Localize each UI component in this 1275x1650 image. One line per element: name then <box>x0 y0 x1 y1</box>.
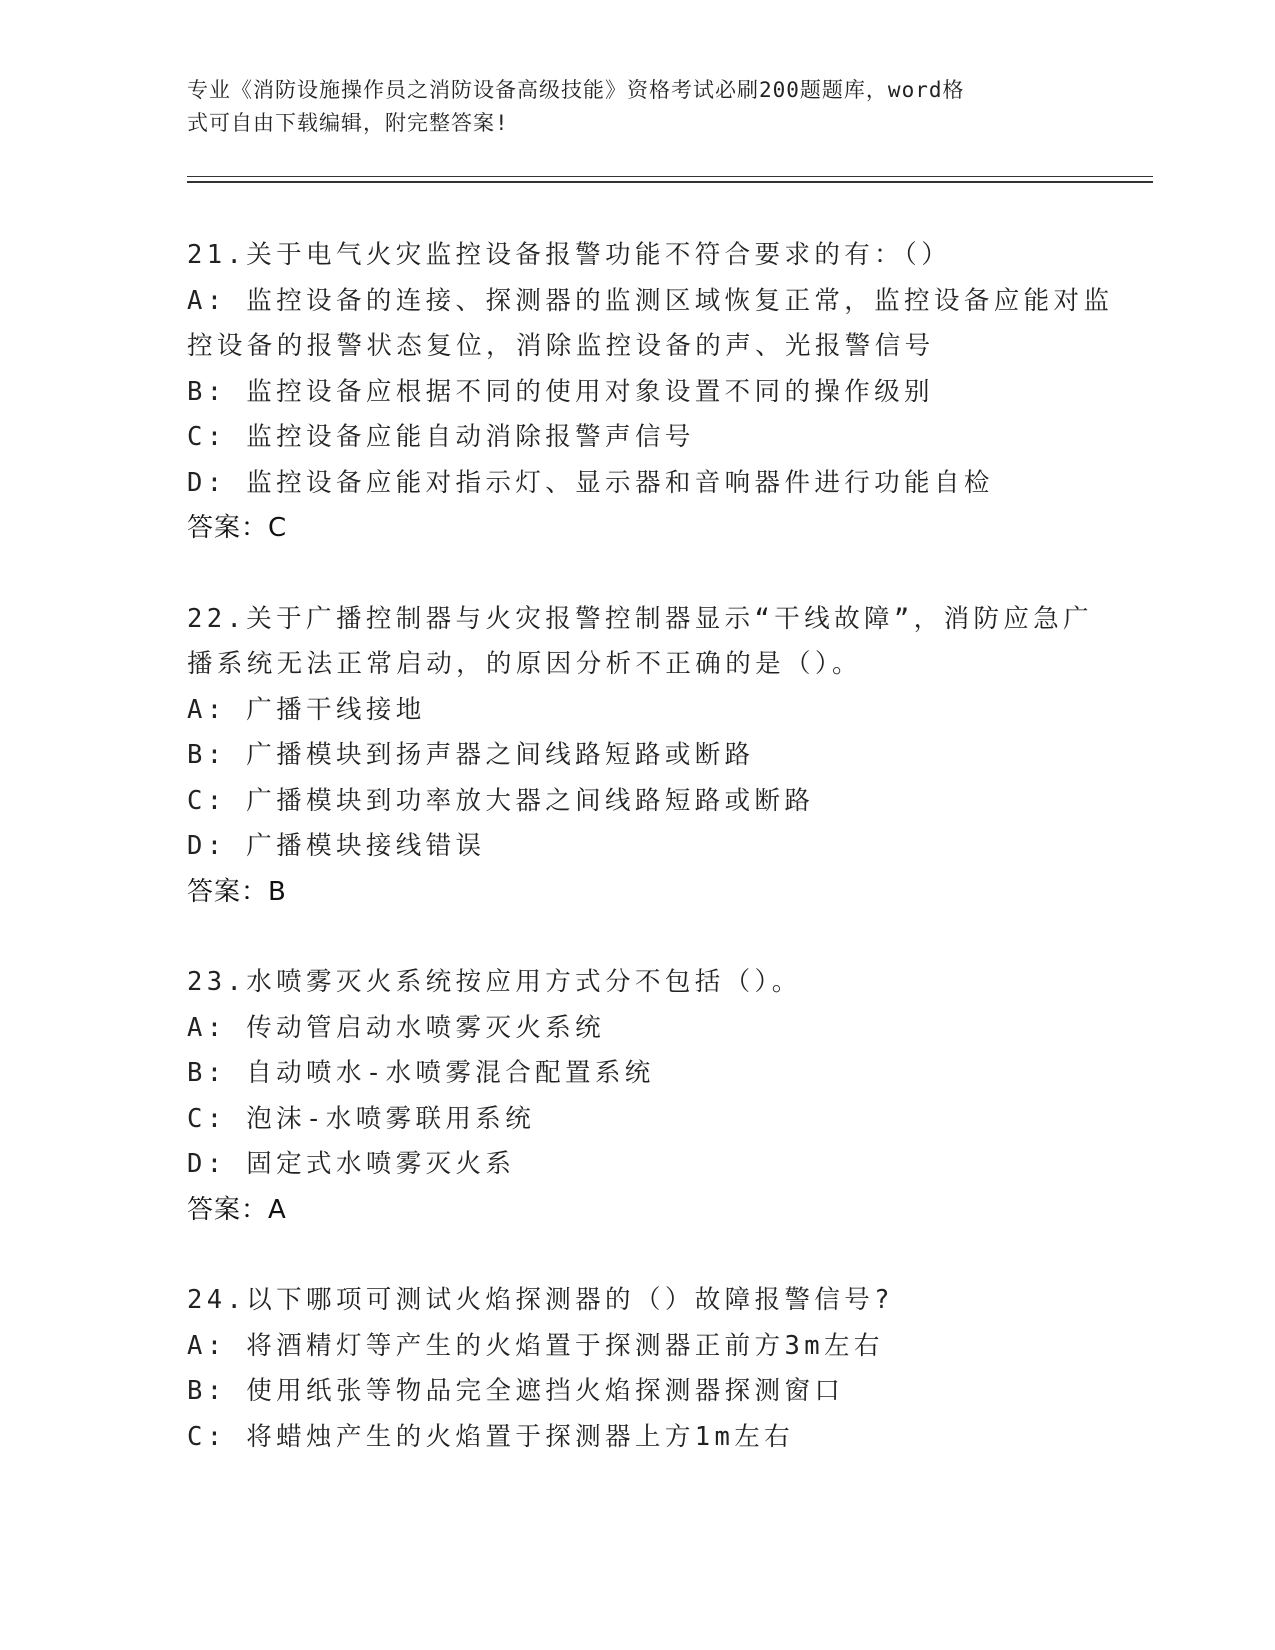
question-stem: 23.水喷雾灭火系统按应用方式分不包括（）。 <box>187 967 802 997</box>
option-c: C: 监控设备应能自动消除报警声信号 <box>187 422 695 452</box>
option-a: A: 广播干线接地 <box>187 694 426 725</box>
header-divider-bottom <box>187 181 1153 183</box>
question-stem: 22.关于广播控制器与火灾报警控制器显示“干线故障”，消防应急广 <box>187 603 1094 634</box>
option-a-continued: 控设备的报警状态复位，消除监控设备的声、光报警信号 <box>187 331 935 361</box>
question-22 <box>187 597 1094 916</box>
header-title-line-1: 专业《消防设施操作员之消防设备高级技能》资格考试必刷200题题库，word格 <box>187 78 965 102</box>
option-d: D: 监控设备应能对指示灯、显示器和音响器件进行功能自检 <box>187 467 994 498</box>
option-a: A: 传动管启动水喷雾灭火系统 <box>187 1012 606 1043</box>
option-c: C: 泡沫-水喷雾联用系统 <box>187 1103 536 1134</box>
question-stem: 21.关于电气火灾监控设备报警功能不符合要求的有：（） <box>187 240 952 270</box>
question-21 <box>187 233 1114 552</box>
option-a: A: 将酒精灯等产生的火焰置于探测器正前方3m左右 <box>187 1330 884 1361</box>
question-23 <box>187 960 1087 1233</box>
option-b: B: 广播模块到扬声器之间线路短路或断路 <box>187 740 755 770</box>
option-a: A: 监控设备的连接、探测器的监测区域恢复正常，监控设备应能对监 <box>187 285 1114 316</box>
option-c: C: 将蜡烛产生的火焰置于探测器上方1m左右 <box>187 1421 795 1452</box>
option-b: B: 监控设备应根据不同的使用对象设置不同的操作级别 <box>187 376 934 407</box>
header-divider-top <box>187 176 1153 177</box>
option-b: B: 自动喷水-水喷雾混合配置系统 <box>187 1058 655 1088</box>
question-list <box>187 233 1114 1505</box>
answer: 答案：B <box>187 876 287 907</box>
option-b: B: 使用纸张等物品完全遮挡火焰探测器探测窗口 <box>187 1376 845 1406</box>
option-d: D: 固定式水喷雾灭火系 <box>187 1149 516 1179</box>
question-stem-continued: 播系统无法正常启动，的原因分析不正确的是（）。 <box>187 649 862 679</box>
document-header <box>187 74 1067 140</box>
option-d: D: 广播模块接线错误 <box>187 831 486 861</box>
answer: 答案：A <box>187 1194 287 1225</box>
question-24 <box>187 1278 1087 1460</box>
answer: 答案：C <box>187 513 288 543</box>
option-c: C: 广播模块到功率放大器之间线路短路或断路 <box>187 785 815 816</box>
header-title-line-2: 式可自由下载编辑，附完整答案! <box>187 111 509 135</box>
question-stem: 24.以下哪项可测试火焰探测器的（）故障报警信号? <box>187 1285 894 1315</box>
